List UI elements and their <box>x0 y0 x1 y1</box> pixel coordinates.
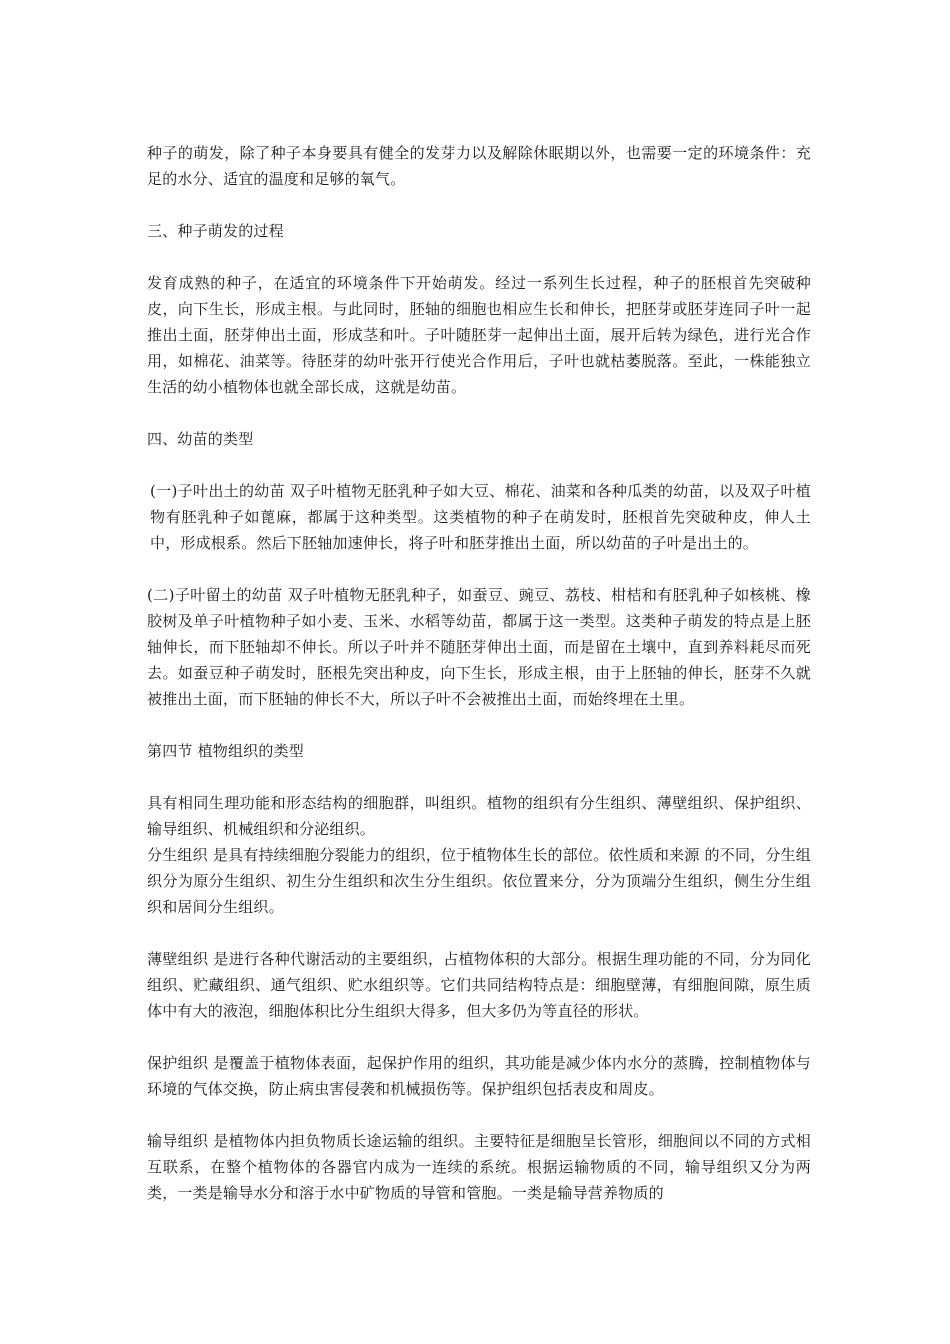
paragraph-gap <box>147 764 811 790</box>
paragraph-gap <box>147 452 811 478</box>
paragraph-gap <box>147 1024 811 1050</box>
paragraph-parenchyma: 薄壁组织 是进行各种代谢活动的主要组织，占植物体积的大部分。根据生理功能的不同，分为同化组织、贮藏组织、通气组织、贮水组织等。它们共同结构特点是：细胞壁薄，有细胞间隙，原生质体中有大的液泡，细胞体积比分生组织大得多，但大多仍为等直径的形状。 <box>147 950 811 1020</box>
paragraph-gap <box>147 920 811 946</box>
paragraph-vascular-tissue: 输导组织 是植物体内担负物质长途运输的组织。主要特征是细胞呈长管形，细胞间以不同的方式相互联系，在整个植物体的各器官内成为一连续的系统。根据运输物质的不同，输导组织又分为两类，一类是输导水分和溶于水中矿物质的导管和管胞。一类是输导营养物质的 <box>147 1132 811 1202</box>
paragraph-tissue-definition: 具有相同生理功能和形态结构的细胞群，叫组织。植物的组织有分生组织、薄壁组织、保护组织、输导组织、机械组织和分泌组织。 <box>147 794 811 838</box>
paragraph-gap <box>147 244 811 270</box>
paragraph-meristem: 分生组织 是具有持续细胞分裂能力的组织，位于植物体生长的部位。依性质和来源 的不同，分生组织分为原分生组织、初生分生组织和次生分生组织。依位置来分，分为顶端分生组织，侧生分生组织和居间分生组织。 <box>147 846 811 916</box>
paragraph-protective-tissue: 保护组织 是覆盖于植物体表面，起保护作用的组织，其功能是减少体内水分的蒸腾，控制植物体与环境的气体交换，防止病虫害侵袭和机械损伤等。保护组织包括表皮和周皮。 <box>147 1054 811 1098</box>
paragraph-gap <box>147 400 811 426</box>
paragraph-gap <box>147 1102 811 1128</box>
paragraph-germination-process: 发育成熟的种子，在适宜的环境条件下开始萌发。经过一系列生长过程，种子的胚根首先突破种皮，向下生长，形成主根。与此同时，胚轴的细胞也相应生长和伸长，把胚芽或胚芽连同子叶一起推出土面，胚芽伸出土面，形成茎和叶。子叶随胚芽一起伸出土面，展开后转为绿色，进行光合作用，如棉花、油菜等。待胚芽的幼叶张开行使光合作用后，子叶也就枯萎脱落。至此，一株能独立生活的幼小植物体也就全部长成，这就是幼苗。 <box>147 274 811 396</box>
paragraph-gap <box>147 192 811 218</box>
section-heading-germination-process: 三、种子萌发的过程 <box>147 222 284 240</box>
section-heading-plant-tissue-types: 第四节 植物组织的类型 <box>147 742 304 760</box>
paragraph-germination-conditions: 种子的萌发，除了种子本身要具有健全的发芽力以及解除休眠期以外，也需要一定的环境条件：充足的水分、适宜的温度和足够的氧气。 <box>147 144 811 188</box>
section-heading-seedling-types: 四、幼苗的类型 <box>147 430 254 448</box>
paragraph-gap <box>147 712 811 738</box>
paragraph-gap <box>147 556 811 582</box>
paragraph-hypogeal-seedling: (二)子叶留土的幼苗 双子叶植物无胚乳种子，如蚕豆、豌豆、荔枝、柑桔和有胚乳种子如核桃、橡胶树及单子叶植物种子如小麦、玉米、水稻等幼苗，都属于这一类型。这类种子萌发的特点是上胚轴伸长，而下胚轴却不伸长。所以子叶并不随胚芽伸出土面，而是留在土壤中，直到养料耗尽而死去。如蚕豆种子萌发时，胚根先突出种皮，向下生长，形成主根，由于上胚轴的伸长，胚芽不久就被推出土面，而下胚轴的伸长不大，所以子叶不会被推出土面，而始终埋在土里。 <box>147 586 811 708</box>
paragraph-epigeal-seedling: (一)子叶出土的幼苗 双子叶植物无胚乳种子如大豆、棉花、油菜和各种瓜类的幼苗，以及双子叶植物有胚乳种子如蓖麻，都属于这种类型。这类植物的种子在萌发时，胚根首先突破种皮，伸人土中，形成根系。然后下胚轴加速伸长，将子叶和胚芽推出土面，所以幼苗的子叶是出土的。 <box>150 482 811 552</box>
document-body <box>147 140 811 1206</box>
